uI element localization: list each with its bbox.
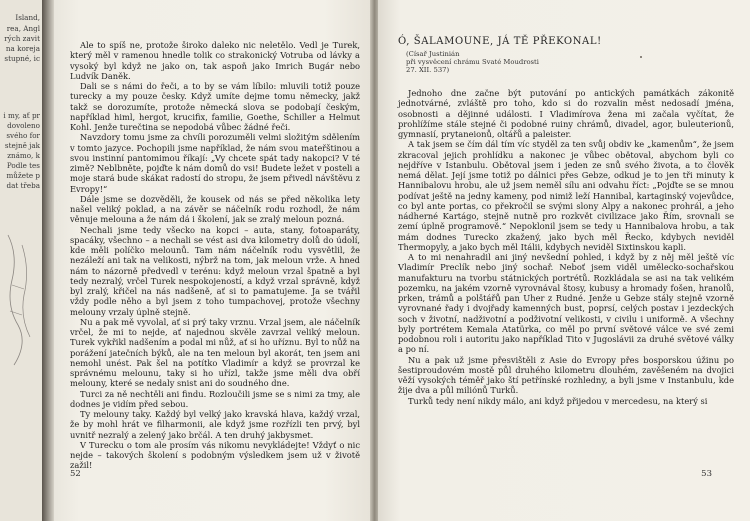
paragraph: V Turecku o tom ale prosím vás nikomu nevykládejte! Vždyť o nic nejde – takových školení s podobným výsledkem jsem už v životě zažil!	[70, 439, 360, 471]
paragraph: Jednoho dne začne být putování po antických památkách zákonitě jednotvárné, zvláště pro toho, kdo si do rozvalin měst nedosadí jména, osobnosti a dějinné události. I Vladimírova žena mi začala vyčítat, že prohlížíme stále stejné či podobné ruiny chrámů, divadel, agor, buleuterionů, gymnasií, prytaneionů, oltářů a paleister.	[398, 88, 734, 139]
page-number: 52	[70, 469, 81, 479]
margin-text-line: můžete p	[6, 171, 40, 180]
right-page	[378, 0, 750, 521]
paragraph: Navzdory tomu jsme za chvíli porozuměli velmi složitým sdělením v tomto jazyce. Pochopili jsme například, že nám svou mateřštinou a svou instinní pantomimou říkají: „Vy chcete spát tady nakopci? V té zimě? Neblbněte, pojďte k nám domů do vsi! Budete ležet v posteli a moje stará bude skákat radostí do stropu, že jsem přivedl návštěvu z Evropy!“	[70, 132, 360, 194]
chapter-title: Ó, ŠALAMOUNE, JÁ TĚ PŘEKONAL!	[398, 36, 602, 47]
paragraph: Dále jsme se dozvěděli, že kousek od nás se před několika lety našel veliký poklad, a na závěr se náčelník rodu rozhodl, že nám věnuje melouna a že nám dá i školení, jak se zralý meloun pozná.	[70, 193, 360, 225]
paragraph: Nu a pak už jsme přesvištěli z Asie do Evropy přes bosporskou úžinu po šestiproudovém mostě půl druhého kilometru dlouhém, zavěšeném na dvojici věží vysokých téměř jako ští petřínské rozhledny, a byli jsme v Instanbulu, kde žije dva a půl miliónů Turků.	[398, 354, 734, 396]
left-page	[54, 0, 372, 521]
margin-text-line: dat třeba	[6, 181, 40, 190]
paragraph: Ty melouny taky. Každý byl velký jako kravská hlava, každý vrzal, že by mohl hrát ve filharmonii, ale když jsme rozřízli ten prvý, byl uvnitř nezralý a zelený jako brčál. A ten druhý jakbysmet.	[70, 409, 360, 440]
epigraph	[406, 50, 539, 75]
margin-sketch	[4, 225, 34, 375]
margin-text-line: známo, k	[7, 151, 40, 160]
right-page-text	[398, 88, 734, 406]
margin-text-line: na koreja	[5, 44, 40, 53]
paragraph: Dali se s námi do řeči, a to by se vám líbilo: mluvili totiž pouze turecky a my pouze česky. Když umíte dejme tomu německy, jakž takž se dorozumíte, protože německá slova se podobají českým, například himl, hergot, krucifix, familie, Goethe, Schiller a Helmut Kohl. Jenže turečtina se nepodobá vůbec žádné řeči.	[70, 81, 360, 132]
margin-text-line: i my, ať pr	[3, 111, 40, 120]
outer-shadow	[42, 0, 54, 521]
paragraph: Turků tedy není nikdy málo, ani když přijedou v mercedesu, na který si	[408, 395, 708, 406]
paragraph: Nechali jsme tedy všecko na kopci – auta, stany, fotoaparáty, spacáky, všechno – a nechali se vést asi dva kilometry dolů do údolí, kde měli políčko melounů. Tam nám náčelník rodu vysvětlil, že nezáleží ani tak na velikosti, nýbrž na tom, jak meloun vrže. A hned nám to názorně předvedl v terénu: když meloun vrzal špatně a byl tedy nezralý, vrčel Turek nespokojeností, a když vrzal správně, když byl zralý, křičel na nás nadšeně, ať si to pamatujeme. Ja se tvářil vždy podle něho a byl jsem z toho tumpachovej, protože všechny melouny vrzaly úplně stejně.	[70, 224, 360, 317]
left-page-text	[70, 40, 360, 471]
paragraph: Nu a pak mě vyvolal, ať si prý taky vrznu. Vrzal jsem, ale náčelník vrčel, že mi to nejde, ať najednou skvěle zavrzal veliký meloun. Turek vykřikl nadšením a podal mi nůž, ať si ho uříznu. Byl to nůž na porážení jatečních býků, ale na ten meloun byl akorát, ten jsem ani nemohl unést. Pak šel na potítko Vladimír a když se provrzal ke správnému melounu, taky si ho uřízl, takže jsme měli dva obří melouny, které se nedaly snist ani do soudného dne.	[70, 316, 360, 389]
paragraph: A tak jsem se čím dál tím víc styděl za ten svůj obdiv ke „kamenům“, že jsem zkracoval jejich prohlídku a nakonec je vůbec obětoval, abychom byli co nejdříve v Istanbulu. Obětoval jsem i jeden ze snů svého života, a to člověk nemá dělat. Její jsme totiž po dálnici přes Gebze, odkud je to jen tři minuty k Hannibalovu hrobu, ale už jsem neměl sílu ani odvahu říct: „Pojďte se se mnou podívat ještě na jedny kameny, pod nimiž leží Hannibal, kartaginský vojevůdce, co byl ante portas, co překročil se svými slony Alpy a nakonec prohrál, a jeho nádherné Kartágo, stejně nutně pro rozkvět civilizace jako Řím, srovnali se zemí úplně programově.“ Nepoklonil jsem se tedy u Hannibalova hrobu, a tak mám dodnes Turecko zkažený, jako bych měl Řecko, kdybych neviděl Thermopyly, a jako bych měl Itálii, kdybych neviděl Sixtinskou kapli.	[398, 139, 734, 252]
epigraph-line: (Císař Justinián	[406, 50, 460, 58]
paragraph: Turci za ně nechtěli ani findu. Rozloučili jsme se s nimi za tmy, ale dodnes je vidím před sebou.	[70, 388, 360, 409]
margin-text-line: Island,	[15, 13, 40, 22]
paragraph: A to mi nenahradil ani jiný nevšední pohled, i když by z něj měl ještě víc Vladimír Preclík nebo jiný sochař. Neboť jsem viděl umělecko-sochařskou manufakturu na tvorbu státnických portrétů. Rozkládala se asi na tak velikém pozemku, na jakém vzorně vyrovnával štosy, kubusy a hromady fošen, hranolů, prken, trámů a polštářů pan Uher z Rudné. Jenže u Gebze stály stejně vzorně vyrovnané řady i dvojřady kamenných bust, poprsí, celých postav i jezdeckých soch v životní, nadživotní a podživotní velikosti, v civilu i uniformě. A všechny byly portrétem Kemala Atatürka, co měl po první světové válce ve své zemi podobnou roli i autoritu jako například Tito v Jugoslávii za druhé světové války a po ní.	[398, 252, 734, 355]
previous-page-margin	[0, 0, 42, 521]
margin-text-line: stejně jak	[4, 141, 40, 150]
margin-text-line: Podle tes	[6, 161, 40, 170]
paragraph: Ale to spíš ne, protože široko daleko nic neletělo. Vedl je Turek, který měl v ramenou hnedle tolik co strakonický Votruba od lávky a vysoký byl když ne jako on, tak aspoň jako Imrich Bugár nebo Ludvík Daněk.	[70, 40, 360, 81]
margin-text-line: stupné, ic	[4, 54, 40, 63]
margin-text-line: svého for	[6, 131, 40, 140]
epigraph-line: při vysvěcení chrámu Svaté Moudrosti	[406, 58, 539, 67]
paper-speck	[640, 56, 642, 58]
margin-text-line: rea, Angl	[6, 24, 40, 33]
margin-text-line: rých zavit	[4, 34, 40, 43]
page-number: 53	[701, 469, 712, 479]
margin-text-line: dovoleno	[7, 121, 40, 130]
epigraph-line: 27. XII. 537)	[406, 66, 450, 75]
